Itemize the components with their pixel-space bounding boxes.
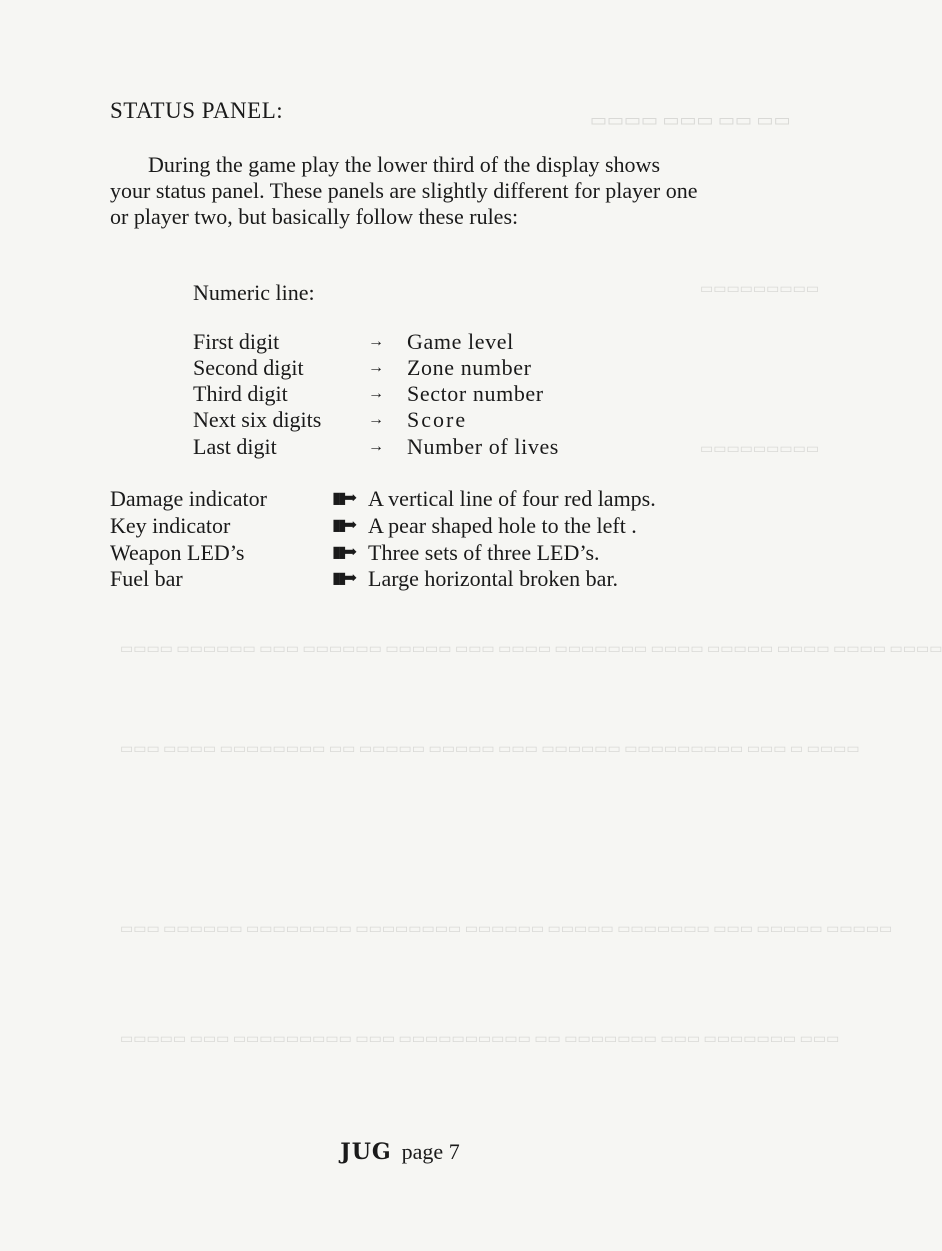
bleed-through-text: ▭▭▭ ▭▭▭▭ ▭▭▭▭▭▭▭▭ ▭▭ ▭▭▭▭▭ ▭▭▭▭▭ ▭▭▭ ▭▭▭▭▭▭ ▭▭▭▭▭▭▭▭▭ ▭▭▭ ▭ ▭▭▭▭ [120,742,860,757]
indicator-description: A pear shaped hole to the left . [368,513,637,538]
digit-label: Second digit [193,355,304,380]
digit-meaning: Number of lives [407,434,559,459]
page-number: page 7 [401,1139,460,1164]
section-heading: STATUS PANEL: [110,98,284,123]
indicator-description: Three sets of three LED’s. [368,540,600,565]
arrow-icon: → [368,333,384,350]
jug-logo: JUG [340,1139,392,1165]
bleed-through-text: ▭▭▭▭ ▭▭▭ ▭▭ ▭▭ [590,110,791,130]
indicator-label: Weapon LED’s [110,540,245,565]
digit-label: First digit [193,329,280,354]
digit-meaning: Game level [407,329,514,354]
indicator-label: Key indicator [110,513,231,538]
bleed-through-text: ▭▭▭▭▭ ▭▭▭ ▭▭▭▭▭▭▭▭▭ ▭▭▭ ▭▭▭▭▭▭▭▭▭▭ ▭▭ ▭▭▭▭▭▭▭ ▭▭▭ ▭▭▭▭▭▭▭ ▭▭▭ [120,1032,840,1047]
indicator-label: Fuel bar [110,566,183,591]
bleed-through-text: ▭▭▭▭▭▭▭▭▭ [700,442,820,457]
bleed-through-text: ▭▭▭ ▭▭▭▭▭▭ ▭▭▭▭▭▭▭▭ ▭▭▭▭▭▭▭▭ ▭▭▭▭▭▭ ▭▭▭▭▭ ▭▭▭▭▭▭▭ ▭▭▭ ▭▭▭▭▭ ▭▭▭▭▭ [120,922,893,937]
digit-label: Third digit [193,381,288,406]
bleed-through-text: ▭▭▭▭ ▭▭▭▭▭▭ ▭▭▭ ▭▭▭▭▭▭ ▭▭▭▭▭ ▭▭▭ ▭▭▭▭ ▭▭▭▭▭▭▭ ▭▭▭▭ ▭▭▭▭▭ ▭▭▭▭ ▭▭▭▭ ▭▭▭▭ [120,642,942,657]
arrow-icon: ▮▮➡ [332,570,355,587]
intro-text: During the game play the lower third of the display shows your status panel. These panels are slightly different for player one or player two, but basically follow these rules: [110,152,698,229]
page-footer [0,1139,800,1165]
indicator-description: A vertical line of four red lamps. [368,486,656,511]
arrow-icon: → [368,438,384,455]
arrow-icon: ▮▮➡ [332,517,355,534]
arrow-icon: ▮▮➡ [332,544,355,561]
digit-meaning: Sector number [407,381,544,406]
numeric-line-label: Numeric line: [193,280,315,305]
digit-meaning: Score [407,407,468,432]
indicator-label: Damage indicator [110,486,267,511]
digit-label: Last digit [193,434,277,459]
digit-label: Next six digits [193,407,322,432]
arrow-icon: → [368,385,384,402]
arrow-icon: ▮▮➡ [332,490,355,507]
digit-meaning: Zone number [407,355,532,380]
bleed-through-text: ▭▭▭▭▭▭▭▭▭ [700,282,820,297]
indicator-description: Large horizontal broken bar. [368,566,619,591]
arrow-icon: → [368,411,384,428]
arrow-icon: → [368,359,384,376]
intro-paragraph [110,152,702,230]
